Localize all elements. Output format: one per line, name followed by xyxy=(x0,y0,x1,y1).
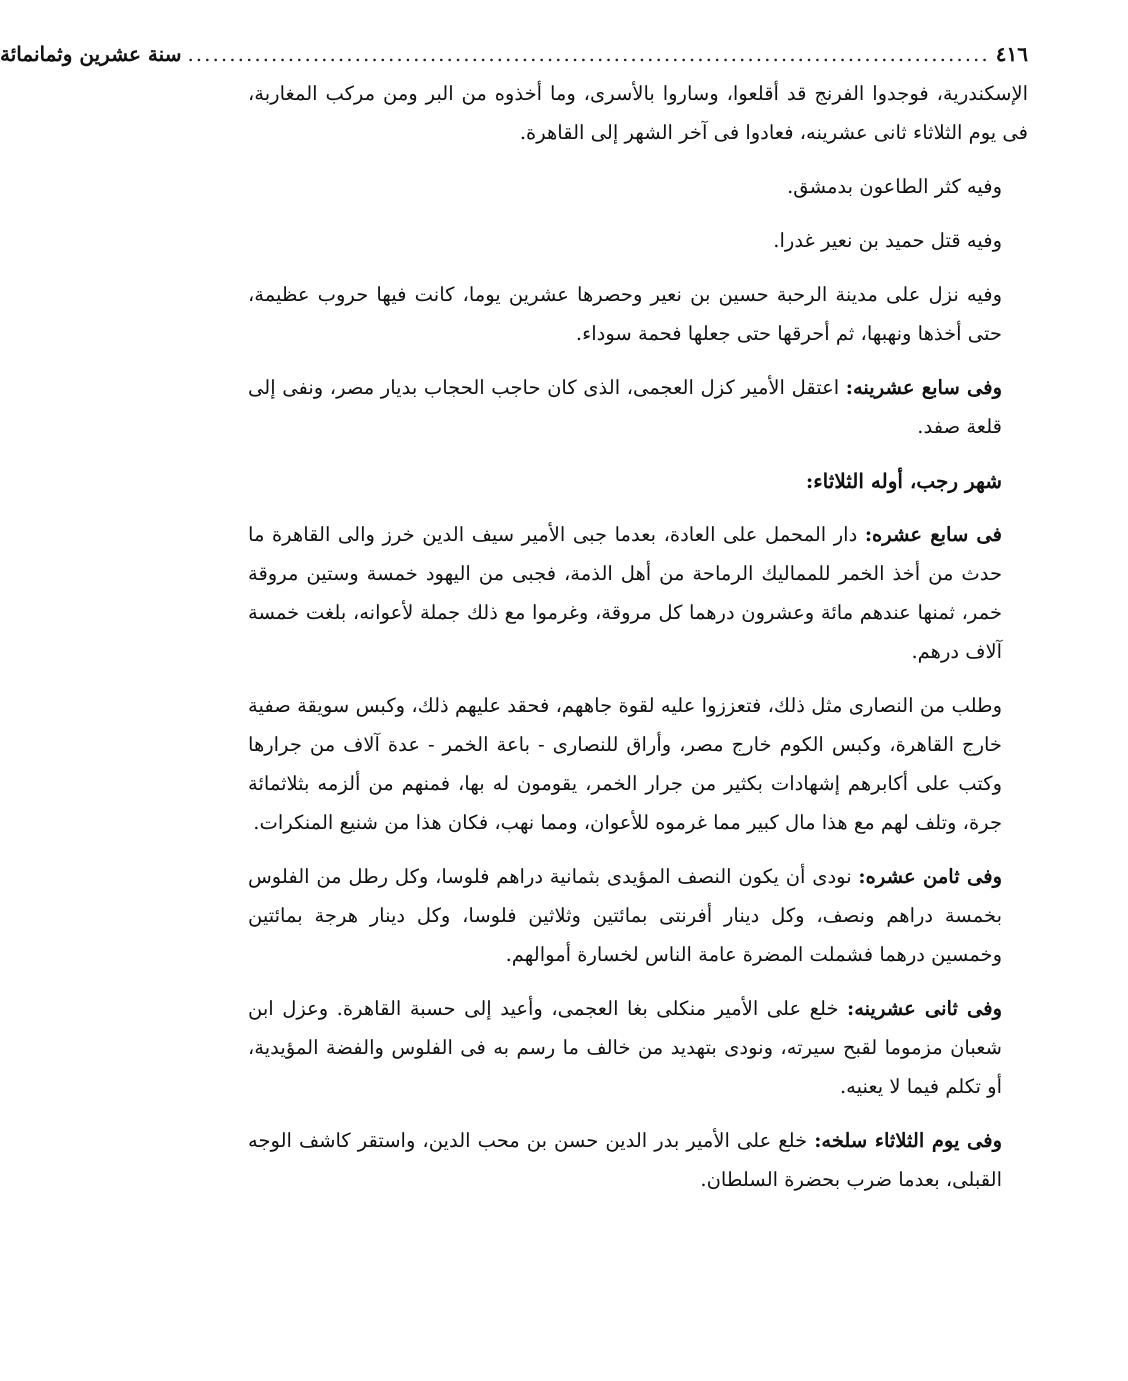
paragraph-text: الإسكندرية، فوجدوا الفرنج قد أقلعوا، وساروا بالأسرى، وما أخذوه من البر ومن مركب المغاربة، فى يوم الثلاثاء ثانى عشرينه، فعادوا فى آخر الشهر إلى القاهرة. xyxy=(248,82,1028,144)
paragraph-mahmal xyxy=(248,515,1028,671)
paragraph-text: خلع على الأمير منكلى بغا العجمى، وأعيد إلى حسبة القاهرة. وعزل ابن شعبان مزموما لقبح سيرته، ونودى بتهديد من خالف ما رسم به فى الفلوس والفضة المؤيدية، أو تكلم فيما لا يعنيه. xyxy=(248,997,1002,1098)
running-title: سنة عشرين وثمانمائة xyxy=(0,42,182,66)
paragraph-text: خلع على الأمير بدر الدين حسن بن محب الدين، واستقر كاشف الوجه القبلى، بعدما ضرب بحضرة السلطان. xyxy=(248,1129,1002,1191)
paragraph-lead: وفى سابع عشرينه: xyxy=(845,376,1002,399)
paragraph-kuzl xyxy=(248,368,1028,446)
paragraph-lead: وفى ثانى عشرينه: xyxy=(847,997,1003,1020)
running-header xyxy=(0,34,1028,74)
paragraph-text: وطلب من النصارى مثل ذلك، فتعززوا عليه لقوة جاههم، فحقد عليهم ذلك، وكبس سويقة صفية خارج القاهرة، وكبس الكوم خارج مصر، وأراق للنصارى - باعة الخمر - عدة آلاف من جرارها وكتب على أكابرهم إشهادات بكثير من جرار الخمر، يقومون له بها، فمنهم من ألزمه بثلاثمائة جرة، وتلف لهم مع هذا مال كبير مما غرموه للأعوان، ومما نهب، فكان هذا من شنيع المنكرات. xyxy=(248,694,1002,834)
paragraph-humayd xyxy=(248,221,1028,260)
book-page xyxy=(0,34,1028,1214)
paragraph-text: اعتقل الأمير كزل العجمى، الذى كان حاجب الحجاب بديار مصر، ونفى إلى قلعة صفد. xyxy=(248,376,1002,438)
paragraph-hisba xyxy=(248,989,1028,1106)
paragraph-plague xyxy=(248,167,1028,206)
paragraph-text: وفيه نزل على مدينة الرحبة حسين بن نعير وحصرها عشرين يوما، كانت فيها حروب عظيمة، حتى أخذها ونهبها، ثم أحرقها حتى جعلها فحمة سوداء. xyxy=(248,283,1002,345)
paragraph-text: وفيه قتل حميد بن نعير غدرا. xyxy=(773,229,1002,252)
page-number: ٤١٦ xyxy=(995,42,1028,66)
paragraph-lead: وفى ثامن عشره: xyxy=(858,865,1002,888)
month-heading: شهر رجب، أوله الثلاثاء: xyxy=(805,469,1002,493)
paragraph-kashif xyxy=(248,1121,1028,1199)
paragraph-christians xyxy=(248,686,1028,842)
paragraph-text: دار المحمل على العادة، بعدما جبى الأمير سيف الدين خرز والى القاهرة ما حدث من أخذ الخمر للمماليك الرماحة من أهل الذمة، فجبى من اليهود خمسة وستين مروقة خمر، ثمنها عندهم مائة وعشرون درهما كل مروقة، وغرموا مع ذلك جملة لأعوانه، بلغت خمسة آلاف درهم. xyxy=(248,523,1002,663)
paragraph-lead: وفى يوم الثلاثاء سلخه: xyxy=(814,1129,1002,1152)
paragraph-continuation xyxy=(248,74,1028,152)
paragraph-text: نودى أن يكون النصف المؤيدى بثمانية دراهم فلوسا، وكل رطل من الفلوس بخمسة دراهم ونصف، وكل دينار أفرنتى بمائتين وثلاثين فلوسا، وكل دينار هرجة بمائتين وخمسين درهما فشملت المضرة عامة الناس لخسارة أموالهم. xyxy=(248,865,1002,966)
paragraph-lead: فى سابع عشره: xyxy=(864,523,1002,546)
paragraph-rahba xyxy=(248,275,1028,353)
paragraph-currency xyxy=(248,857,1028,974)
header-leader-dots: ................................................................................................ xyxy=(187,42,990,66)
paragraph-text: وفيه كثر الطاعون بدمشق. xyxy=(787,175,1002,198)
